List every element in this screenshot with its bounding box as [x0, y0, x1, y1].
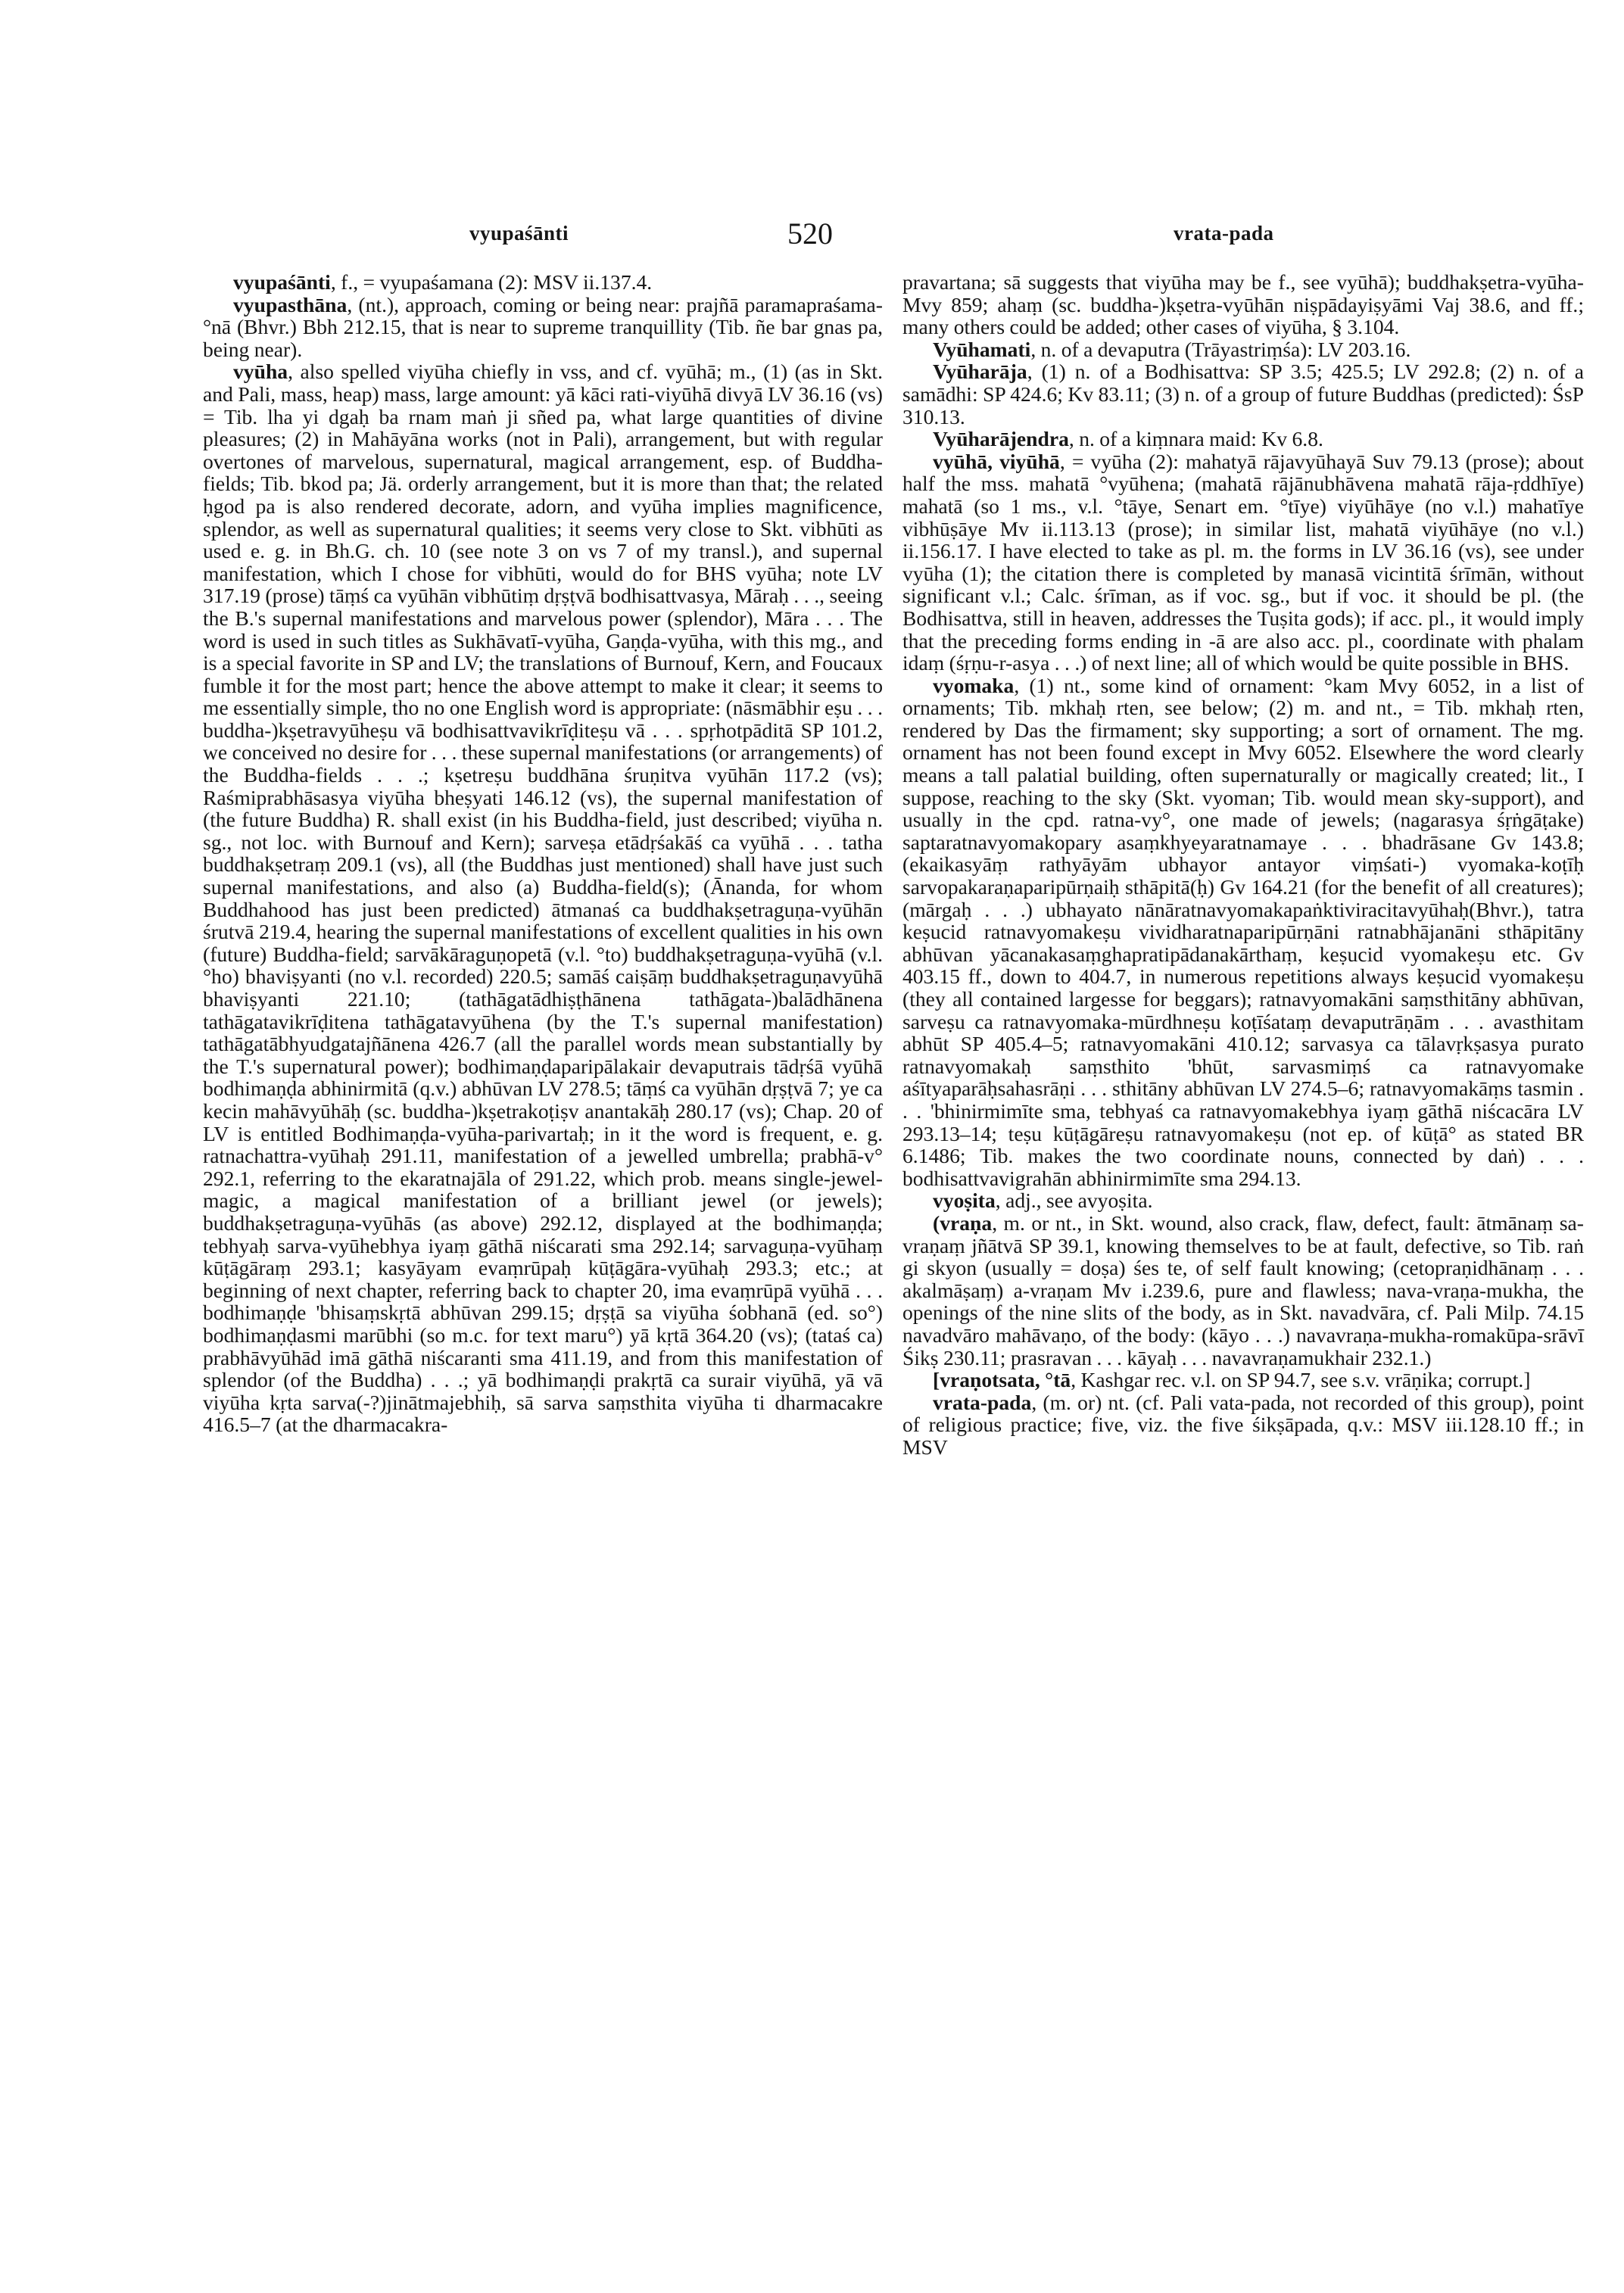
dictionary-entry: [902, 675, 1584, 1190]
running-head-left: vyupaśānti: [469, 222, 569, 245]
entry-headword: vrata-pada: [933, 1390, 1032, 1414]
dictionary-entry: [203, 360, 883, 1436]
dictionary-entry: [902, 1189, 1584, 1212]
right-column: [902, 271, 1584, 1458]
entry-text: , Kashgar rec. v.l. on SP 94.7, see s.v. vrāṇika; corrupt.]: [1071, 1368, 1531, 1392]
entry-headword: vyūha: [233, 360, 288, 384]
running-head: [0, 216, 1624, 254]
dictionary-entry: [203, 271, 883, 294]
entry-text: , (nt.), approach, coming or being near: prajñā paramapraśama-°nā (Bhvr.) Bbh 212.15, that is near to supreme tranquillity (Tib. ñe bar gnas pa, being near).: [203, 292, 883, 361]
entry-text: , adj., see avyoṣita.: [995, 1189, 1153, 1213]
entry-text: , n. of a devaputra (Trāyastriṃśa): LV 203.16.: [1030, 337, 1411, 361]
entry-headword: vyupaśānti: [233, 270, 331, 294]
entry-headword: vyoṣita: [933, 1189, 996, 1213]
entry-text: pravartana; sā suggests that viyūha may be f., see vyūhā); buddhakṣetra-vyūha- Mvy 859; ahaṃ (sc. buddha-)kṣetra-vyūhān niṣpādayiṣyāmi Vaj 38.6, and ff.; many others could be added; other cases of viyūha, § 3.104.: [902, 270, 1584, 339]
dictionary-entry: [902, 428, 1584, 450]
entry-headword: vyomaka: [933, 673, 1015, 697]
entry-text: , m. or nt., in Skt. wound, also crack, flaw, defect, fault: ātmānaṃ sa-vraṇaṃ jñātvā SP 39.1, knowing themselves to be at fault, defective, so Tib. raṅ gi skyon (usually = doṣa) śes te, of self fault knowing; (cetopraṇidhānaṃ . . . akalmāṣaṃ) a-vraṇam Mv i.239.6, pure and flawless; nava-vraṇa-mukha, the openings of the nine slits of the body, as in Skt. navadvāra, cf. Pali Milp. 74.15 navadvāro mahāvaṇo, of the body: (kāyo . . .) navavraṇa-mukha-romakūpa-srāvī Śikṣ 230.11; prasravan . . . kāyaḥ . . . navavraṇamukhair 232.1.): [902, 1210, 1584, 1369]
entry-headword: (vraṇa: [933, 1210, 993, 1235]
dictionary-entry: [902, 450, 1584, 675]
dictionary-entry: [902, 1212, 1584, 1369]
entry-text: , (1) nt., some kind of ornament: °kam Mvy 6052, in a list of ornaments; Tib. mkhaḥ rten, see below; (2) m. and nt., = Tib. mkhaḥ rten, rendered by Das the firmament; sky supporting; a sort of ornament. The mg. ornament has not been found except in Mvy 6052. Elsewhere the word clearly means a tall palatial building, often supernaturally or magically created; lit., I suppose, reaching to the sky (Skt. vyoman; Tib. would mean sky-support), and usually in the cpd. ratna-vy°, one made of jewels; (nagarasya śṛṅgāṭake) saptaratnavyomakopary asaṃkhyeyaratnamaye . . . bhadrāsane Gv 143.8; (ekaikasyāṃ rathyāyām ubhayor antayor viṃśati-) vyomaka-koṭīḥ sarvopakaraṇaparipūrṇaiḥ sthāpitā(ḥ) Gv 164.21 (for the benefit of all creatures); (mārgaḥ . . .) ubhayato nānāratnavyomakapaṅktiviracitavyūhaḥ(Bhvr.), tatra keṣucid ratnavyomakeṣu vividharatnaparipūrṇāni ratnabhājanāni sthāpitāny abhūvan yācanakasaṃghapratipādanakārthaṃ, keṣucid vyomakeṣu etc. Gv 403.15 ff., down to 404.7, in numerous repetitions always keṣucid vyomakeṣu (they all contained largesse for beggars); ratnavyomakāni saṃsthitāny abhūvan, sarveṣu ca ratnavyomaka-mūrdhneṣu koṭīśataṃ devaputrāṇām . . . avasthitam abhūt SP 405.4–5; ratnavyomakāni 410.12; sarvasya ca tālavṛkṣasya purato ratnavyomakaḥ saṃsthito 'bhūt, sarvasmiṃś ca ratnavyomake aśītyaparāḥsahasrāṇi . . . sthitāny abhūvan LV 274.5–6; ratnavyomakāṃs tasmin . . . 'bhinirmimīte sma, tebhyaś ca ratnavyomakebhya iyaṃ gāthā niścacāra LV 293.13–14; teṣu kūṭāgāreṣu ratnavyomakeṣu (not ep. of kūṭā° as stated BR 6.1486; Tib. makes the two coordinate nouns, connected by daṅ) . . . bodhisattvavigrahān abhinirmimīte sma 294.13.: [902, 673, 1584, 1190]
entry-headword: Vyūharājendra: [933, 427, 1069, 451]
entry-headword: vyūhā, viyūhā: [933, 449, 1060, 473]
entry-text: , n. of a kiṃnara maid: Kv 6.8.: [1068, 427, 1323, 451]
running-head-right: vrata-pada: [1174, 222, 1274, 245]
left-column: [203, 271, 883, 1436]
entry-text: , = vyūha (2): mahatyā rājavyūhayā Suv 79.13 (prose); about half the mss. mahatā °vyūhena; (mahatā rājānubhāvena mahatā rāja-ṛddhīye) mahatā (so 1 ms., v.l. °tāye, Senart em. °tīye) viyūhāye (no v.l.) mahatīye vibhūṣāye Mv ii.113.13 (prose); in similar list, mahatā viyūhāye (no v.l.) ii.156.17. I have elected to take as pl. m. the forms in LV 36.16 (vs), see under vyūha (1); the citation there is completed by manasā vicintitā śrīmān, without significant v.l.; Calc. śrīman, as if voc. sg., but if voc. it should be pl. (the Bodhisattva, still in heaven, addresses the Tuṣita gods); if acc. pl., it would imply that the preceding forms ending in -ā are also acc. pl., coordinate with phalam idaṃ (śṛṇu-r-asya . . .) of next line; all of which would be quite possible in BHS.: [902, 449, 1584, 675]
entry-text: , also spelled viyūha chiefly in vss, and cf. vyūhā; m., (1) (as in Skt. and Pali, mass, heap) mass, large amount: yā kāci rati-viyūhā divyā LV 36.16 (vs) = Tib. lha yi dgaḥ ba rnam maṅ ji sñed pa, what large quantities of divine pleasures; (2) in Mahāyāna works (not in Pali), arrangement, but with regular overtones of marvelous, supernatural, magical arrangement, esp. of Buddha-fields; Tib. bkod pa; Jä. orderly arrangement, but it is more than that; the related ḥgod pa is also rendered decorate, adorn, and vyūha implies magnificence, splendor, as well as supernatural qualities; it seems very close to Skt. vibhūti as used e. g. in Bh.G. ch. 10 (see note 3 on vs 7 of my transl.), and supernal manifestation, which I chose for vibhūti, would do for BHS vyūha; note LV 317.19 (prose) tāṃś ca vyūhān vibhūtiṃ dṛṣṭvā bodhisattvasya, Māraḥ . . ., seeing the B.'s supernal manifestations and marvelous power (splendor), Māra . . . The word is used in such titles as Sukhāvatī-vyūha, Gaṇḍa-vyūha, with this mg., and is a special favorite in SP and LV; the translations of Burnouf, Kern, and Foucaux fumble it for the most part; hence the above attempt to make it clear; it seems to me essentially simple, tho no one English word is appropriate: (nāsmābhir eṣu . . . buddha-)kṣetravyūheṣu vā bodhisattvavikrīḍiteṣu vā . . . spṛhotpāditā SP 101.2, we conceived no desire for . . . these supernal manifestations (or arrangements) of the Buddha-fields . . .; kṣetreṣu buddhāna śruṇitva vyūhān 117.2 (vs); Raśmiprabhāsasya viyūha bheṣyati 146.12 (vs), the supernal manifestation of (the future Buddha) R. shall exist (in his Buddha-field, just described; viyūha n. sg., not loc. with Burnouf and Kern); sarveṣa etādṛśakāś ca vyūhā . . . tatha buddhakṣetraṃ 209.1 (vs), all (the Buddhas just mentioned) shall have just such supernal manifestations, and also (a) Buddha-field(s); (Ānanda, for whom Buddhahood has just been predicted) ātmanaś ca buddhakṣetraguṇa-vyūhān śrutvā 219.4, hearing the supernal manifestations of excellent qualities in his own (future) Buddha-field; sarvākāraguṇopetā (v.l. °to) buddhakṣetraguṇa-vyūhā (v.l. °ho) bhaviṣyanti (no v.l. recorded) 220.5; samāś caiṣāṃ buddhakṣetraguṇavyūhā bhaviṣyanti 221.10; (tathāgatādhiṣṭhānena tathāgata-)balādhānena tathāgatavikrīḍitena tathāgatavyūhena (by the T.'s supernal manifestation) tathāgatābhyudgatajñānena 426.7 (all the parallel words mean substantially by the T.'s supernatural power); bodhimaṇḍaparipālakair devaputrais tādṛśā vyūhā bodhimaṇḍa abhinirmitā (q.v.) abhūvan LV 278.5; tāṃś ca vyūhān dṛṣṭvā 7; ye ca kecin mahāvyūhāḥ (sc. buddha-)kṣetrakoṭiṣv anantakāḥ 280.17 (vs); Chap. 20 of LV is entitled Bodhimaṇḍa-vyūha-parivartaḥ; in it the word is frequent, e. g. ratnachattra-vyūhaḥ 291.11, manifestation of a jewelled umbrella; prabhā-v° 292.1, referring to the ekaratnajāla of 291.22, which prob. means single-jewel-magic, a magical manifestation of a brilliant jewel (or jewels); buddhakṣetraguṇa-vyūhās (as above) 292.12, displayed at the bodhimaṇḍa; tebhyaḥ sarva-vyūhebhya iyaṃ gāthā niścarati sma 292.14; sarvaguṇa-vyūhaṃ kūṭāgāraṃ 293.1; kasyāyam evaṃrūpaḥ kūṭāgāra-vyūhaḥ 293.3; etc.; at beginning of next chapter, referring back to chapter 20, ima evaṃrūpā vyūhā . . . bodhimaṇḍe 'bhisaṃskṛtā abhūvan 299.15; dṛṣṭā sa viyūha śobhanā (ed. so°) bodhimaṇḍasmi marūbhi (so m.c. for text maru°) yā kṛtā 364.20 (vs); (tataś ca) prabhāvyūhād imā gāthā niścaranti sma 411.19, and from this manifestation of splendor (of the Buddha) . . .; yā bodhimaṇḍi prakṛtā ca surair viyūhā, yā vā viyūha kṛta sarva(-?)jinātmajebhiḥ, sā sarva saṃsthita viyūha ti dharmacakre 416.5–7 (at the dharmacakra-: [203, 360, 883, 1437]
entry-text: , (m. or) nt. (cf. Pali vata-pada, not recorded of this group), point of religious practice; five, viz. the five śikṣāpada, q.v.: MSV iii.128.10 ff.; in MSV: [902, 1390, 1584, 1459]
dictionary-entry: [902, 360, 1584, 428]
entry-text: , f., = vyupaśamana (2): MSV ii.137.4.: [330, 270, 653, 294]
dictionary-entry: [203, 294, 883, 361]
entry-headword: Vyūharāja: [933, 360, 1027, 384]
dictionary-entry: [902, 1369, 1584, 1391]
entry-headword: vyupasthāna: [233, 292, 348, 316]
dictionary-entry: [902, 1391, 1584, 1459]
entry-headword: [vraṇotsata, °tā: [933, 1368, 1071, 1392]
dictionary-entry: [902, 338, 1584, 361]
entry-headword: Vyūhamati: [933, 337, 1031, 361]
page-number: 520: [787, 217, 833, 251]
dictionary-entry-continuation: [902, 271, 1584, 338]
entry-text: , (1) n. of a Bodhisattva: SP 3.5; 425.5; LV 292.8; (2) n. of a samādhi: SP 424.6; Kv 83.11; (3) n. of a group of future Buddhas (predicted): ŚsP 310.13.: [902, 360, 1584, 428]
